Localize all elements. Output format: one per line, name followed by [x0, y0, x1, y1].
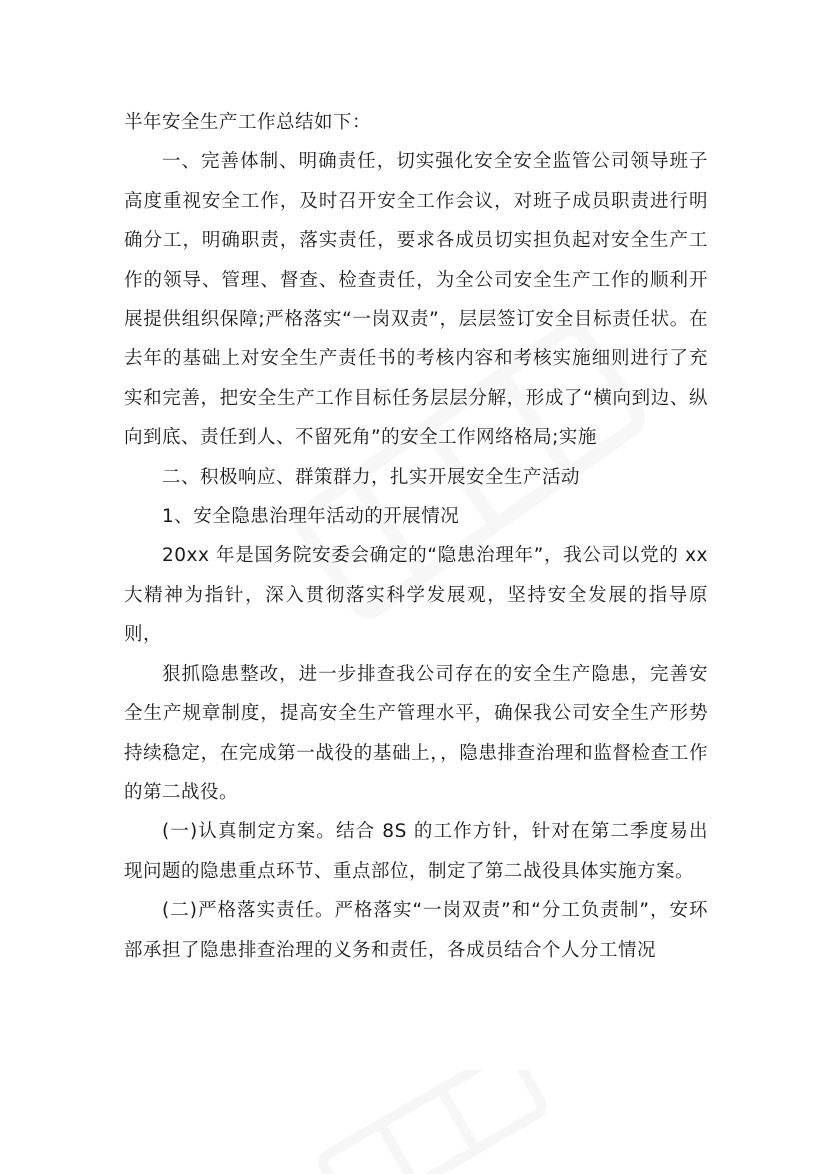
watermark-bottom-icon [300, 1070, 560, 1174]
paragraph-hazard-rectification: 狠抓隐患整改，进一步排查我公司存在的安全生产隐患，完善安全生产规章制度，提高安全生产管理水平，确保我公司安全生产形势持续稳定，在完成第一战役的基础上，，隐患排查治理和监督检查工作的第二战役。 [124, 663, 708, 803]
paragraph-hazard-year: 20xx 年是国务院安委会确定的“隐患治理年”，我公司以党的 xx 大精神为指针，深入贯彻落实科学发展观，坚持安全发展的指导原则， [124, 545, 708, 646]
paragraph-responsibility: (二)严格落实责任。严格落实“一岗双责”和“分工负责制”，安环部承担了隐患排查治理的义务和责任，各成员结合个人分工情况 [124, 900, 708, 961]
document-body [124, 103, 708, 970]
paragraph-section-one: 一、完善体制、明确责任，切实强化安全安全监管公司领导班子高度重视安全工作，及时召开安全工作会议，对班子成员职责进行明确分工，明确职责，落实责任，要求各成员切实担负起对安全生产工作的领导、管理、督查、检查责任，为全公司安全生产工作的顺利开展提供组织保障;严格落实“一岗双责”，层层签订安全目标责任状。在去年的基础上对安全生产责任书的考核内容和考核实施细则进行了充实和完善，把安全生产工作目标任务层层分解，形成了“横向到边、纵向到底、责任到人、不留死角”的安全工作网络格局;实施 [124, 151, 708, 449]
paragraph-plan: (一)认真制定方案。结合 8S 的工作方针，针对在第二季度易出现问题的隐患重点环节、重点部位，制定了第二战役具体实施方案。 [124, 821, 708, 882]
paragraph-section-two-heading: 二、积极响应、群策群力，扎实开展安全生产活动 [162, 466, 581, 488]
paragraph-summary-intro: 半年安全生产工作总结如下： [124, 112, 372, 133]
paragraph-subsection-heading: 1、安全隐患治理年活动的开展情况 [162, 506, 460, 528]
